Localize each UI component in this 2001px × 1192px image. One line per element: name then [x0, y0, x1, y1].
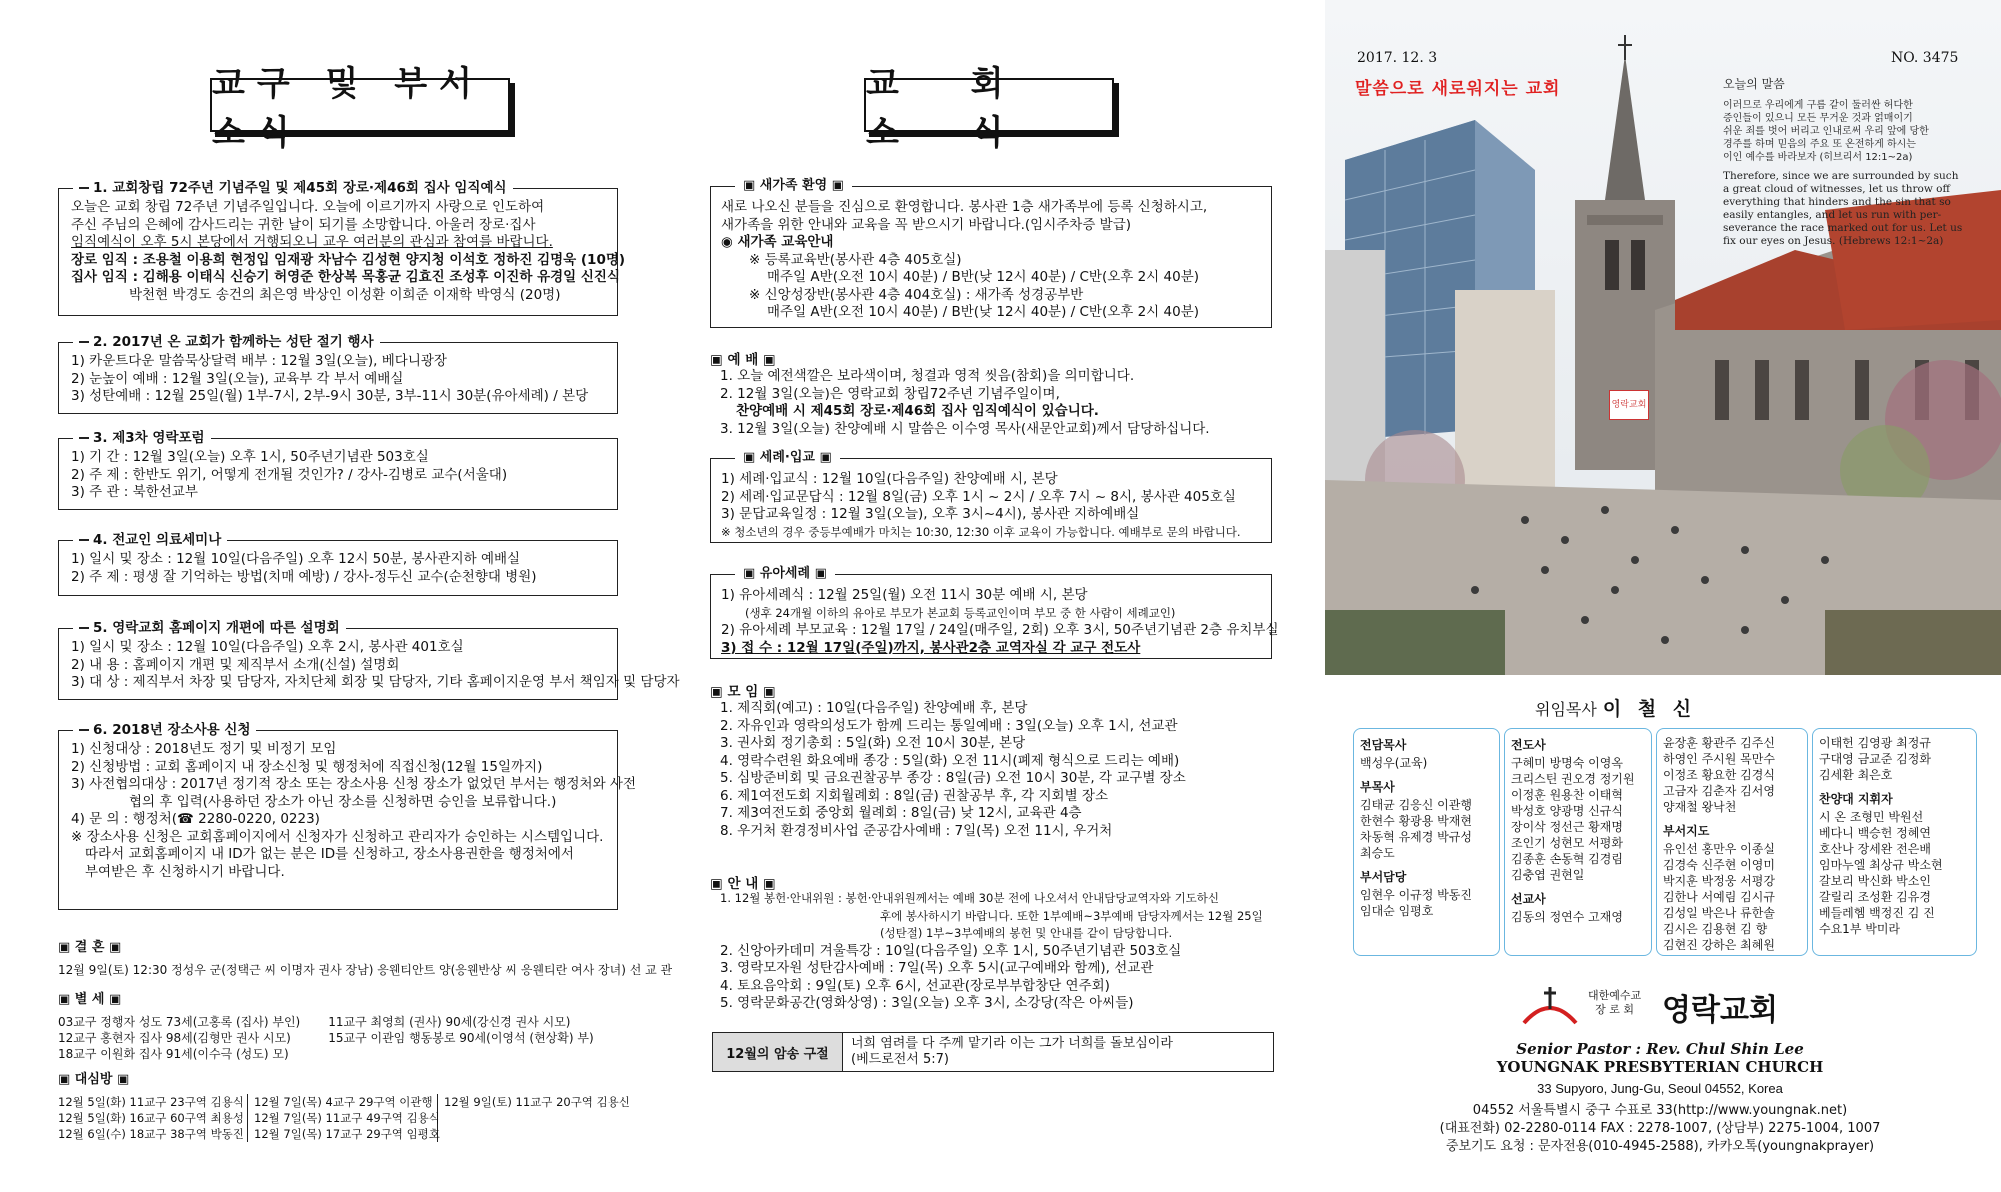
news-line: 2) 내 용 : 홈페이지 개편 및 제직부서 소개(신설) 설명회 — [71, 656, 400, 673]
staff-names: 임현우 이규정 박동진 — [1360, 888, 1472, 902]
church-news-column — [50, 0, 680, 1192]
worship-line: 2. 12월 3일(오늘)은 영락교회 창립72주년 기념주일이며, — [720, 385, 1060, 402]
infant-lines — [721, 587, 1279, 657]
staff-names: 백성우(교육) — [1360, 756, 1428, 770]
welcome-line: 매주일 A반(오전 10시 40분) / B반(낮 12시 40분) / C반(오후 2시 40분) — [767, 304, 1200, 320]
worship-line: 3. 12월 3일(오늘) 찬양예배 시 말씀은 이수영 목사(새문안교회)께서 담당하십니다. — [720, 420, 1210, 437]
bulletin-date: 2017. 12. 3 — [1357, 50, 1438, 66]
wedding-title: ▣ 결 혼 ▣ — [58, 940, 122, 955]
welcome-title: ▣ 새가족 환영 ▣ — [735, 176, 852, 196]
staff-names: 김종훈 손동혁 김경림 — [1511, 852, 1623, 866]
word-line: a great cloud of witnesses, let us throw off — [1723, 183, 1950, 195]
word-line: 증인들이 있으니 모든 무거운 것과 얽매이기 — [1723, 113, 1913, 124]
staff-names: 조인기 성현모 서평화 — [1511, 836, 1623, 850]
meeting-title: ▣ 모 임 ▣ — [710, 684, 776, 700]
staff-names: 김현진 강하은 최혜원 — [1663, 938, 1775, 952]
meeting-line: 5. 심방준비회 및 금요권찰공부 종강 : 8일(금) 오전 10시 30분, 각 교구별 장소 — [720, 770, 1186, 786]
address-english: 33 Supyoro, Jung-Gu, Seoul 04552, Korea — [1537, 1081, 1783, 1096]
news-box-title: 1. 교회창립 72주년 기념주일 및 제45회 장로·제46회 집사 임직예식 — [73, 179, 513, 197]
visit-entry: 12월 9일(토) 11교구 20구역 김용신 — [444, 1095, 630, 1109]
todays-word — [1723, 78, 1993, 248]
staff-box — [1353, 728, 1500, 956]
staff-names: 김충엽 권현일 — [1511, 868, 1585, 882]
baptism-box — [710, 450, 1272, 543]
news-box — [58, 620, 680, 700]
word-line: 이러므로 우리에게 구름 같이 둘러싼 허다한 — [1723, 100, 1913, 111]
staff-names: 이정조 황요한 김경식 — [1663, 768, 1775, 782]
baptism-line: 2) 세례·입교문답식 : 12월 8일(금) 오후 1시 ~ 2시 / 오후 7시 ~ 8시, 봉사관 405호실 — [721, 488, 1236, 505]
news-line: 박천현 박경도 송건의 최은영 박상인 이성환 이희준 이재학 박영식 (20명) — [129, 286, 561, 303]
visit-entry: 12월 5일(화) 16교구 60구역 최용성 — [58, 1111, 244, 1125]
visit-section — [58, 1072, 628, 1142]
notice-line: 후에 봉사하시기 바랍니다. 또한 1부예배~3부예배 담당자께서는 12월 25일 — [880, 908, 1263, 923]
staff-names: 김태균 김응신 이관행 — [1360, 798, 1472, 812]
meeting-line: 6. 제1여전도회 지회월례회 : 8일(금) 권찰공부 후, 각 지회별 장소 — [720, 787, 1108, 804]
death-section — [58, 992, 628, 1062]
news-line: 따라서 교회홈페이지 내 ID가 없는 분은 ID를 신청하고, 장소사용권한을 행정처에서 — [85, 846, 574, 862]
worship-line: 찬양예배 시 제45회 장로·제46회 집사 임직예식이 있습니다. — [736, 403, 1099, 419]
notice-line: 2. 신앙아카데미 겨울특강 : 10일(다음주일) 오후 1시, 50주년기념관 503호실 — [720, 942, 1182, 959]
word-line: Therefore, since we are surrounded by such — [1723, 170, 1959, 182]
church-emblem-icon — [1520, 983, 1580, 1029]
staff-names: 고금자 김춘자 김서영 — [1663, 784, 1775, 798]
church-sign: 영락교회 — [1609, 390, 1649, 420]
meeting-line: 4. 영락수련원 화요예배 종강 : 5일(화) 오전 11시(폐제 형식으로 드리는 예배) — [720, 752, 1180, 769]
staff-names: 갈릴리 조성환 김유경 — [1819, 890, 1931, 904]
staff-section-title: 부서지도 — [1663, 824, 1710, 838]
visit-title: ▣ 대심방 ▣ — [58, 1072, 130, 1087]
word-line: severance the race marked out for us. Let us — [1723, 222, 1963, 234]
news-box — [58, 430, 618, 510]
word-line: everything that hinders and the sin that so — [1723, 196, 1951, 208]
phone-info: (대표전화) 02-2280-0114 FAX : 2278-1007, (상담부) 2275-1004, 1007 — [1439, 1121, 1881, 1136]
worship-line: 1. 오늘 예전색깔은 보라색이며, 청결과 영적 씻음(참회)을 의미합니다. — [720, 368, 1135, 384]
staff-section-title: 전도사 — [1511, 738, 1546, 752]
pastor-label: 위임목사 — [1535, 700, 1597, 719]
baptism-line: 1) 세례·입교식 : 12월 10일(다음주일) 찬양예배 시, 본당 — [721, 471, 1058, 487]
meeting-line: 8. 우거처 환경정비사업 준공감사예배 : 7일(목) 오전 11시, 우거처 — [720, 822, 1113, 839]
word-line: 경주를 하며 믿음의 주요 또 온전하게 하시는 — [1723, 139, 1916, 150]
staff-names: 크리스틴 권오경 정기원 — [1511, 772, 1635, 786]
staff-names: 김한나 서예림 김시규 — [1663, 890, 1775, 904]
staff-section-title: 전담목사 — [1360, 738, 1407, 752]
memory-verse-ref: (베드로전서 5:7) — [851, 1052, 949, 1067]
memory-verse-text: 너희 염려를 다 주께 맡기라 이는 그가 너희를 돌보심이라 — [851, 1036, 1173, 1051]
meeting-line: 1. 제직회(예고) : 10일(다음주일) 찬양예배 후, 본당 — [720, 700, 1028, 716]
meeting-line: 2. 자유인과 영락의성도가 함께 드리는 통일예배 : 3일(오늘) 오후 1시, 선교관 — [720, 717, 1178, 734]
notice-lines — [720, 890, 1263, 1013]
staff-section-title: 선교사 — [1511, 892, 1546, 906]
news-line: 주신 주님의 은혜에 감사드리는 귀한 날이 되기를 소망합니다. 아울러 장로·집사 — [71, 216, 536, 233]
visit-entry: 12월 7일(목) 11교구 49구역 김용식 — [254, 1111, 440, 1125]
church-name-english: YOUNGNAK PRESBYTERIAN CHURCH — [1496, 1058, 1824, 1076]
staff-names: 임대순 임평호 — [1360, 904, 1434, 918]
staff-names: 한현수 황광용 박재현 — [1360, 814, 1472, 828]
notice-line: 5. 영락문화공간(영화상영) : 3일(오늘) 오후 3시, 소강당(작은 아씨들) — [720, 995, 1134, 1011]
infant-line: (생후 24개월 이하의 유아로 부모가 본교회 등록교인이며 부모 중 한 사람이 세례교인) — [745, 605, 1176, 620]
infant-line: 3) 접 수 : 12월 17일(주일)까지, 봉사관2층 교역자실 각 교구 전도사 — [721, 639, 1141, 656]
church-slogan: 말씀으로 새로워지는 교회 — [1355, 79, 1561, 99]
news-line: 장로 임직 : 조용철 이용희 현정입 임재광 차남수 김성현 양지청 이석호 정하진 김명욱 (10명) — [71, 251, 626, 268]
staff-names: 구혜미 방명숙 이영옥 — [1511, 756, 1623, 770]
staff-names: 김시은 김용현 김 향 — [1663, 922, 1768, 936]
death-list-left — [58, 1014, 300, 1062]
news-box — [58, 532, 618, 596]
news-line: 집사 임직 : 김해용 이태식 신승기 허영준 한상복 목홍균 김효진 조성후 이진하 유경일 신진식 — [71, 269, 621, 285]
news-line: 3) 성탄예배 : 12월 25일(월) 1부-7시, 2부-9시 30분, 3부-11시 30분(유아세례) / 본당 — [71, 388, 589, 404]
news-box — [58, 722, 636, 910]
death-entry: 15교구 이관임 행동봉로 90세(이영석 (현상확) 부) — [328, 1031, 594, 1045]
staff-names: 구대영 금교준 김정화 — [1819, 752, 1931, 766]
infant-line: 2) 유아세례 부모교육 : 12월 17일 / 24일(매주일, 2회) 오후 3시, 50주년기념관 2층 유치부실 — [721, 622, 1279, 638]
welcome-lines — [721, 199, 1261, 322]
news-line: 2) 주 제 : 평생 잘 기억하는 방법(치매 예방) / 강사-정두신 교수(순천향대 병원) — [71, 568, 537, 585]
news-line: 1) 일시 및 장소 : 12월 10일(다음주일) 오후 12시 50분, 봉사관지하 예배실 — [71, 551, 521, 567]
word-line: easily entangles, and let us run with per- — [1723, 209, 1942, 221]
todays-word-english — [1723, 170, 1993, 248]
staff-names: 차동혁 유제경 박규성 — [1360, 830, 1472, 844]
worship-lines — [720, 368, 1210, 438]
staff-names: 수요1부 박미라 — [1819, 922, 1901, 936]
welcome-box — [710, 178, 1272, 328]
church-notices-column — [710, 0, 1280, 1192]
news-box-title: 3. 제3차 영락포럼 — [73, 429, 211, 447]
staff-names: 김성일 박은나 류한솔 — [1663, 906, 1775, 920]
staff-names: 박성호 양광명 신규식 — [1511, 804, 1623, 818]
wedding-section — [58, 940, 673, 978]
prayer-request-info: 중보기도 요청 : 문자전용(010-4945-2588), 카카오톡(youngnakprayer) — [1445, 1139, 1875, 1154]
news-line: 부여받은 후 신청하시기 바랍니다. — [85, 863, 285, 880]
staff-names: 양재철 왕낙천 — [1663, 800, 1737, 814]
staff-names: 이정훈 원용찬 이태혁 — [1511, 788, 1623, 802]
staff-names: 장이삭 정선근 황재명 — [1511, 820, 1623, 834]
news-line: 3) 사전협의대상 : 2017년 정기적 장소 또는 장소사용 신청 장소가 없었던 부서는 행정처와 사전 — [71, 776, 636, 792]
news-line: 4) 문 의 : 행정처(☎ 2280-0220, 0223) — [71, 811, 320, 827]
staff-names: 베들레헴 백정진 김 진 — [1819, 906, 1935, 920]
news-line: 1) 기 간 : 12월 3일(오늘) 오후 1시, 50주년기념관 503호실 — [71, 449, 429, 465]
staff-names: 임마누엘 최상규 박소현 — [1819, 858, 1943, 872]
logo-name: 영락교회 — [1662, 993, 1778, 1028]
baptism-line: ※ 청소년의 경우 중등부예배가 마치는 10:30, 12:30 이후 교육이 가능합니다. 예배부로 문의 바랍니다. — [721, 524, 1241, 539]
welcome-line: ◉ 새가족 교육안내 — [721, 234, 834, 250]
death-entry: 11교구 최영희 (권사) 90세(강신경 권사 시모) — [328, 1015, 571, 1029]
notice-line: 4. 토요음악회 : 9일(토) 오후 6시, 선교관(장로부부합창단 연주회) — [720, 977, 1110, 994]
pastor-name: 이 철 신 — [1602, 698, 1697, 720]
word-line: fix our eyes on Jesus. (Hebrews 12:1~2a) — [1723, 235, 1944, 247]
staff-names: 호산나 장세완 전은배 — [1819, 842, 1931, 856]
staff-names: 베다니 백승헌 정혜연 — [1819, 826, 1931, 840]
news-line: 1) 일시 및 장소 : 12월 10일(다음주일) 오후 2시, 봉사관 401호실 — [71, 639, 464, 655]
death-list-right — [328, 1014, 593, 1062]
baptism-lines — [721, 471, 1261, 541]
wedding-text: 12월 9일(토) 12:30 정성우 군(정택근 씨 이명자 권사 장남) 응웬티안트 양(응웬반상 씨 응웬티란 여사 장녀) 선 교 관 — [58, 963, 673, 977]
news-line: 2) 눈높이 예배 : 12월 3일(오늘), 교육부 각 부서 예배실 — [71, 370, 404, 387]
welcome-line: ※ 신앙성장반(봉사관 4층 404호실) : 새가족 성경공부반 — [749, 286, 1084, 303]
news-line: 임직예식이 오후 5시 본당에서 거행되오니 교우 여러분의 관심과 참여를 바랍니다. — [71, 234, 553, 250]
staff-names: 갈보리 박신화 박소인 — [1819, 874, 1931, 888]
bulletin-number: NO. 3475 — [1891, 50, 1959, 66]
church-photo — [1325, 0, 2001, 675]
infant-baptism-box — [710, 566, 1279, 659]
welcome-line: 새로 나오신 분들을 진심으로 환영합니다. 봉사관 1층 새가족부에 등록 신청하시고, — [721, 199, 1208, 215]
church-logo — [1520, 983, 1800, 1033]
todays-word-korean — [1723, 99, 1993, 164]
logo-sub2: 장 로 회 — [1595, 1003, 1634, 1016]
word-line: 이인 예수를 바라보자 (히브리서 12:1~2a) — [1723, 152, 1913, 163]
news-box-title: 2. 2017년 온 교회가 함께하는 성탄 절기 행사 — [73, 333, 380, 351]
staff-names: 유인선 홍만우 이종실 — [1663, 842, 1775, 856]
baptism-title: ▣ 세례·입교 ▣ — [735, 448, 840, 468]
staff-names: 최승도 — [1360, 846, 1395, 860]
welcome-line: 매주일 A반(오전 10시 40분) / B반(낮 12시 40분) / C반(오후 2시 40분) — [767, 269, 1200, 285]
english-info — [1380, 1040, 1940, 1076]
visit-entry: 12월 7일(목) 17교구 29구역 임평호 — [254, 1127, 440, 1141]
staff-names: 시 온 조형민 박원선 — [1819, 810, 1924, 824]
staff-names: 하영인 주시원 목만수 — [1663, 752, 1775, 766]
news-line: 2) 신청방법 : 교회 홈페이지 내 장소신청 및 행정처에 직접신청(12월 15일까지) — [71, 758, 543, 775]
staff-box — [1504, 728, 1652, 956]
news-box — [58, 180, 626, 316]
meeting-line: 7. 제3여전도회 중앙회 월례회 : 8일(금) 낮 12시, 교육관 4층 — [720, 805, 1082, 821]
visit-col-1 — [58, 1094, 248, 1142]
visit-col-2 — [248, 1094, 438, 1142]
meeting-line: 3. 권사회 정기총회 : 5일(화) 오전 10시 30분, 본당 — [720, 735, 1026, 751]
baptism-line: 3) 문답교육일정 : 12월 3일(오늘), 오후 3시~4시), 봉사관 지하예배실 — [721, 506, 1140, 522]
column-title: 교구 및 부서소식 — [210, 78, 510, 132]
notice-line: 3. 영락모자원 성탄감사예배 : 7일(목) 오후 5시(교구예배와 함께), 선교관 — [720, 960, 1154, 976]
welcome-line: 새가족을 위한 안내와 교육을 꼭 받으시기 바랍니다.(임시주차증 발급) — [721, 216, 1132, 233]
death-entry: 03교구 정행자 성도 73세(고홍록 (집사) 부인) — [58, 1015, 301, 1029]
staff-names: 윤장훈 황관주 김주신 — [1663, 736, 1775, 750]
news-box-title: 6. 2018년 장소사용 신청 — [73, 721, 256, 739]
infant-baptism-title: ▣ 유아세례 ▣ — [735, 564, 835, 584]
news-line: 3) 주 관 : 북한선교부 — [71, 484, 198, 500]
staff-names: 박지훈 박정웅 서평강 — [1663, 874, 1775, 888]
infant-line: 1) 유아세례식 : 12월 25일(월) 오전 11시 30분 예배 시, 본당 — [721, 587, 1088, 603]
memory-verse-box — [712, 1032, 1274, 1072]
staff-names: 김세환 최은호 — [1819, 768, 1893, 782]
news-line: 1) 카운트다운 말씀묵상달력 배부 : 12월 3일(오늘), 베다니광장 — [71, 353, 447, 369]
notice-line: (성탄절) 1부~3부예배의 봉헌 및 안내를 같이 담당합니다. — [880, 926, 1173, 940]
staff-names: 김경숙 신주현 이영미 — [1663, 858, 1775, 872]
news-line: 3) 대 상 : 제직부서 차장 및 담당자, 자치단체 회장 및 담당자, 기타 홈페이지운영 부서 책임자 및 담당자 — [71, 674, 680, 690]
staff-box — [1812, 728, 1977, 956]
death-entry: 12교구 홍현자 집사 98세(김형만 권사 시모) — [58, 1031, 291, 1045]
visit-entry: 12월 6일(수) 18교구 38구역 박동진 — [58, 1127, 244, 1141]
staff-section-title: 부목사 — [1360, 780, 1395, 794]
news-box-title: 4. 전교인 의료세미나 — [73, 531, 227, 549]
worship-title: ▣ 예 배 ▣ — [710, 352, 776, 368]
news-line: 협의 후 입력(사용하던 장소가 아닌 장소를 신청하면 승인을 보류합니다.) — [129, 793, 557, 810]
news-line: 1) 신청대상 : 2018년도 정기 및 비정기 모임 — [71, 741, 337, 757]
staff-section-title: 부서담당 — [1360, 870, 1407, 884]
visit-entry: 12월 5일(화) 11교구 23구역 김용식 — [58, 1095, 244, 1109]
visit-entry: 12월 7일(목) 4교구 29구역 이관행 — [254, 1095, 433, 1109]
welcome-line: ※ 등록교육반(봉사관 4층 405호실) — [749, 251, 962, 268]
staff-names: 이태헌 김영광 최정규 — [1819, 736, 1931, 750]
news-box-title: 5. 영락교회 홈페이지 개편에 따른 설명회 — [73, 619, 346, 637]
todays-word-title: 오늘의 말씀 — [1723, 77, 1785, 91]
visit-col-3 — [438, 1094, 628, 1142]
news-line: 오늘은 교회 창립 72주년 기념주일입니다. 오늘에 이르기까지 사랑으로 인도하여 — [71, 199, 545, 215]
senior-pastor-english: Senior Pastor : Rev. Chul Shin Lee — [1516, 1040, 1804, 1058]
notice-title: ▣ 안 내 ▣ — [710, 876, 776, 892]
address-korean: 04552 서울특별시 중구 수표로 33(http://www.youngnak.net) — [1472, 1103, 1848, 1118]
staff-section-title: 찬양대 지휘자 — [1819, 792, 1893, 806]
logo-sub1: 대한예수교 — [1588, 989, 1642, 1002]
staff-names: 김동의 정연수 고재영 — [1511, 910, 1623, 924]
memory-verse-label: 12월의 암송 구절 — [713, 1033, 843, 1071]
senior-pastor — [1535, 694, 1696, 721]
death-entry: 18교구 이원화 집사 91세(이수극 (성도) 모) — [58, 1047, 289, 1061]
word-line: 쉬운 죄를 벗어 버리고 인내로써 우리 앞에 당한 — [1723, 126, 1929, 137]
column-title: 교 회 소 식 — [864, 78, 1114, 132]
staff-box — [1656, 728, 1808, 956]
news-line: ※ 장소사용 신청은 교회홈페이지에서 신청자가 신청하고 관리자가 승인하는 시스템입니다. — [71, 828, 604, 845]
notice-line: 1. 12월 봉헌·안내위원 : 봉헌·안내위원께서는 예배 30분 전에 나오셔서 안내담당교역자와 기도하신 — [720, 891, 1220, 905]
news-line: 2) 주 제 : 한반도 위기, 어떻게 전개될 것인가? / 강사-김병로 교수(서울대) — [71, 466, 508, 483]
death-title: ▣ 별 세 ▣ — [58, 992, 122, 1007]
news-box — [58, 334, 618, 414]
meeting-lines — [720, 700, 1186, 840]
